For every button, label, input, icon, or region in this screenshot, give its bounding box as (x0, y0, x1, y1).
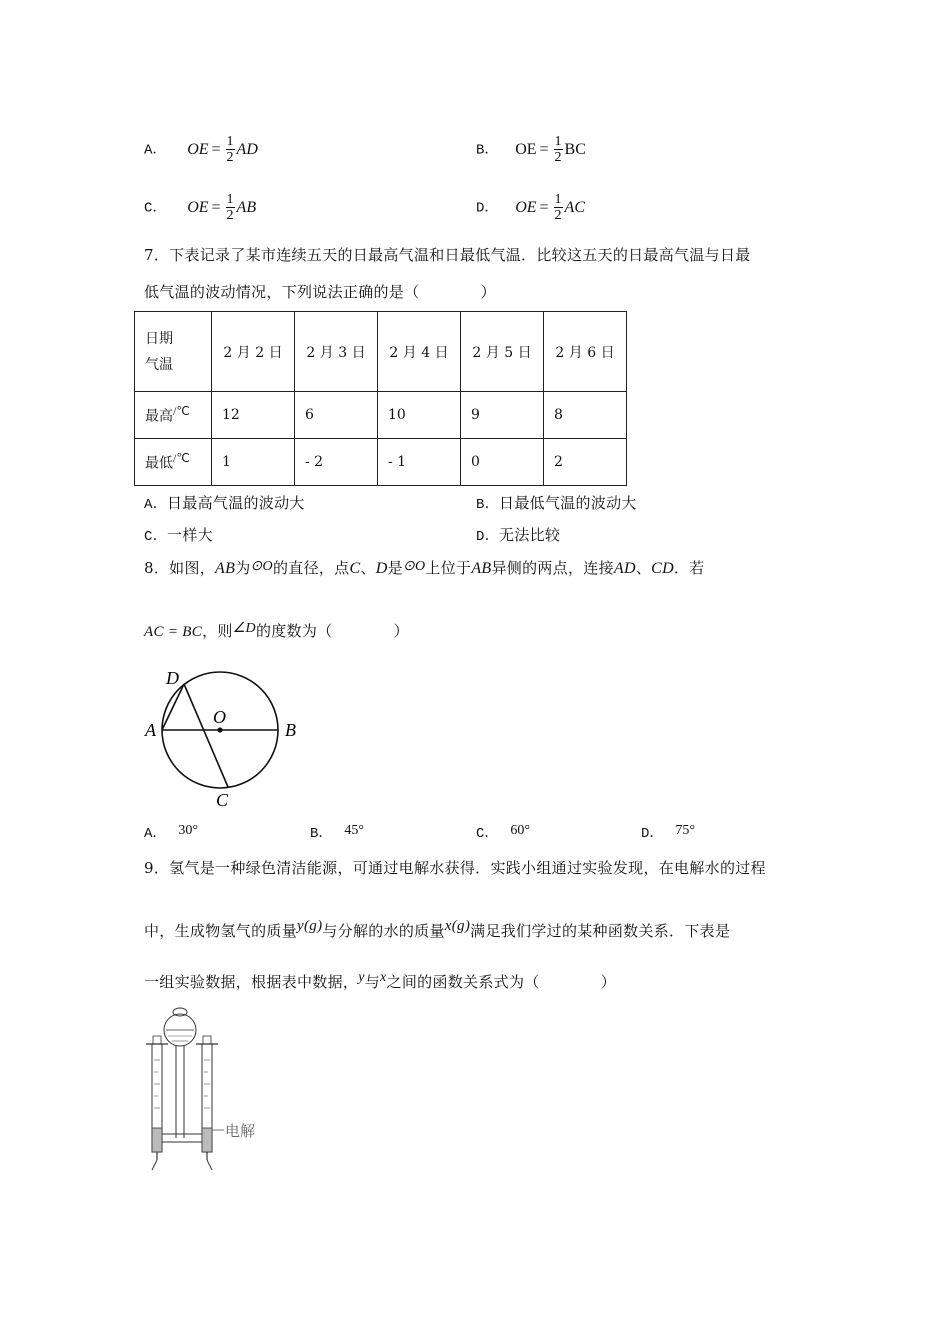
q7-option-b[interactable] (476, 492, 637, 513)
q8-option-d[interactable] (641, 822, 695, 842)
math-lhs: OE (187, 198, 209, 216)
text-span: 异侧的两点，连接 (491, 559, 614, 577)
table-cell: 2 月 5 日 (461, 312, 544, 392)
q7-option-d[interactable] (476, 524, 560, 545)
row-label-cell (135, 392, 212, 439)
math-x-g: x(g) (444, 918, 471, 934)
text-span: 是 (387, 559, 403, 577)
frac-num: 1 (226, 192, 234, 207)
frac-num: 1 (554, 192, 562, 207)
option-letter: B． (476, 497, 500, 513)
frac-den: 2 (226, 208, 234, 223)
table-row-low (135, 439, 627, 486)
option-text: 日最高气温的波动大 (167, 494, 305, 512)
table-cell: 2 月 4 日 (378, 312, 461, 392)
option-letter: C． (144, 529, 168, 545)
left-wire (152, 1160, 157, 1170)
option-letter: D． (641, 826, 664, 842)
q6-option-b[interactable] (476, 134, 586, 165)
circle-figure (140, 664, 310, 814)
table-cell: 2 月 6 日 (544, 312, 627, 392)
math-ab: AB (215, 560, 236, 577)
q9-stem-line2 (144, 918, 730, 941)
option-value: 75° (675, 823, 696, 838)
unit-label: /℃ (173, 451, 190, 466)
q8-option-a[interactable] (144, 822, 198, 842)
chord-dc (184, 684, 228, 787)
frac-den: 2 (554, 150, 562, 165)
table-cell: 1 (212, 439, 295, 486)
q8-stem-line1 (144, 557, 705, 578)
q9-stem-line3 (144, 970, 616, 992)
q6-option-c[interactable] (144, 192, 256, 223)
frac-num: 1 (226, 134, 234, 149)
math-arc-condition: AC = BC (144, 624, 203, 640)
text-span: 中，生成物氢气的质量 (144, 922, 298, 940)
option-text: 无法比较 (499, 526, 561, 544)
table-header-row (135, 312, 627, 392)
electrolysis-apparatus-figure (138, 1000, 278, 1176)
table-cell: 9 (461, 392, 544, 439)
math-eq: = (539, 140, 549, 158)
label-d: D (166, 668, 179, 688)
q6-option-d[interactable] (476, 192, 585, 223)
option-letter: C． (144, 200, 167, 217)
frac-num: 1 (554, 134, 562, 149)
option-letter: D． (476, 529, 500, 545)
table-cell: - 1 (378, 439, 461, 486)
table-cell: 2 月 2 日 (212, 312, 295, 392)
table-cell: 8 (544, 392, 627, 439)
math-angle-d: ∠D (232, 621, 256, 636)
option-value: 30° (178, 823, 199, 838)
option-letter: D． (476, 200, 499, 217)
math-y: y (358, 970, 365, 985)
text-span: 上位于 (425, 559, 472, 577)
math-cd: CD (651, 560, 674, 577)
q7-option-c[interactable] (144, 524, 213, 545)
option-letter: B． (310, 826, 333, 842)
right-valve-cap (203, 1036, 211, 1044)
q8-option-b[interactable] (310, 822, 364, 842)
text-span: 的直径，点 (272, 559, 350, 577)
math-eq: = (211, 198, 221, 216)
math-rhs: AD (236, 140, 258, 158)
math-circle-o: ⊙O (250, 559, 273, 574)
label-a: A (145, 720, 156, 740)
q8-stem-line2 (144, 620, 409, 641)
text-span: 的度数为（ ） (255, 622, 409, 640)
math-point-c: C (349, 560, 361, 577)
row-label-low: 最低 (145, 455, 173, 472)
math-rhs: AB (236, 198, 257, 216)
option-letter: A． (144, 497, 168, 513)
row-label-cell (135, 439, 212, 486)
table-cell: 10 (378, 392, 461, 439)
text-span: ，则 (202, 622, 233, 640)
text-span: 之间的函数关系式为（ ） (386, 973, 617, 991)
math-eq: = (211, 140, 221, 158)
option-value: 45° (344, 823, 365, 838)
table-cell: 2 月 3 日 (295, 312, 378, 392)
label-b: B (285, 720, 296, 740)
table-row-high (135, 392, 627, 439)
text-span: ．若 (673, 559, 705, 577)
q6-option-a[interactable] (144, 134, 258, 165)
header-date-label: 日期 (145, 330, 173, 347)
math-rhs: AC (564, 198, 585, 216)
text-span: 为 (235, 559, 251, 577)
table-cell: 0 (461, 439, 544, 486)
label-o: O (213, 707, 226, 727)
option-text: 一样大 (167, 526, 213, 544)
text-span: 、 (635, 559, 652, 577)
frac-den: 2 (554, 208, 562, 223)
option-letter: A． (144, 826, 167, 842)
header-corner-cell (135, 312, 212, 392)
label-c: C (216, 790, 229, 810)
header-temp-label: 气温 (145, 356, 173, 373)
text-span: 8．如图， (144, 559, 216, 577)
temperature-table (134, 311, 627, 486)
text-span: 一组实验数据，根据表中数据， (144, 973, 359, 991)
right-electrode (202, 1128, 212, 1152)
electrolysis-label: 电解 (225, 1122, 256, 1140)
row-label-high: 最高 (145, 408, 173, 425)
option-letter: A． (144, 142, 167, 159)
q9-stem-line1: 9．氢气是一种绿色清洁能源，可通过电解水获得．实践小组通过实验发现，在电解水的过程 (144, 859, 766, 877)
q7-option-a[interactable] (144, 492, 305, 513)
math-circle-o: ⊙O (402, 559, 426, 574)
option-letter: B． (476, 142, 499, 159)
table-cell: 12 (212, 392, 295, 439)
table-cell: 2 (544, 439, 627, 486)
text-span: 、 (360, 559, 376, 577)
q7-stem-line1: 7．下表记录了某市连续五天的日最高气温和日最低气温．比较这五天的日最高气温与日最 (144, 246, 751, 264)
math-point-d: D (375, 560, 388, 577)
text-span: 与 (364, 973, 381, 991)
math-eq: = (539, 198, 549, 216)
table-cell: 6 (295, 392, 378, 439)
option-letter: C． (476, 826, 499, 842)
math-y-g: y(g) (297, 918, 323, 934)
right-wire (207, 1160, 212, 1170)
frac-den: 2 (226, 150, 234, 165)
option-value: 60° (510, 823, 531, 838)
math-lhs: OE (515, 198, 537, 216)
text-span: 与分解的水的质量 (322, 922, 445, 940)
text-span: 满足我们学过的某种函数关系．下表是 (470, 922, 731, 940)
table-cell: - 2 (295, 439, 378, 486)
math-ad: AD (613, 560, 636, 577)
math-lhs: OE (515, 140, 537, 158)
math-rhs: BC (564, 140, 586, 158)
math-ab: AB (471, 560, 492, 577)
q8-option-c[interactable] (476, 822, 530, 842)
unit-label: /℃ (173, 404, 190, 419)
left-valve-cap (153, 1036, 161, 1044)
left-electrode (152, 1128, 162, 1152)
q7-stem-line2: 低气温的波动情况，下列说法正确的是（ ） (144, 283, 496, 301)
chord-ad (162, 684, 184, 730)
option-text: 日最低气温的波动大 (499, 494, 637, 512)
math-lhs: OE (187, 140, 209, 158)
center-point (217, 727, 222, 732)
math-x: x (380, 970, 387, 985)
